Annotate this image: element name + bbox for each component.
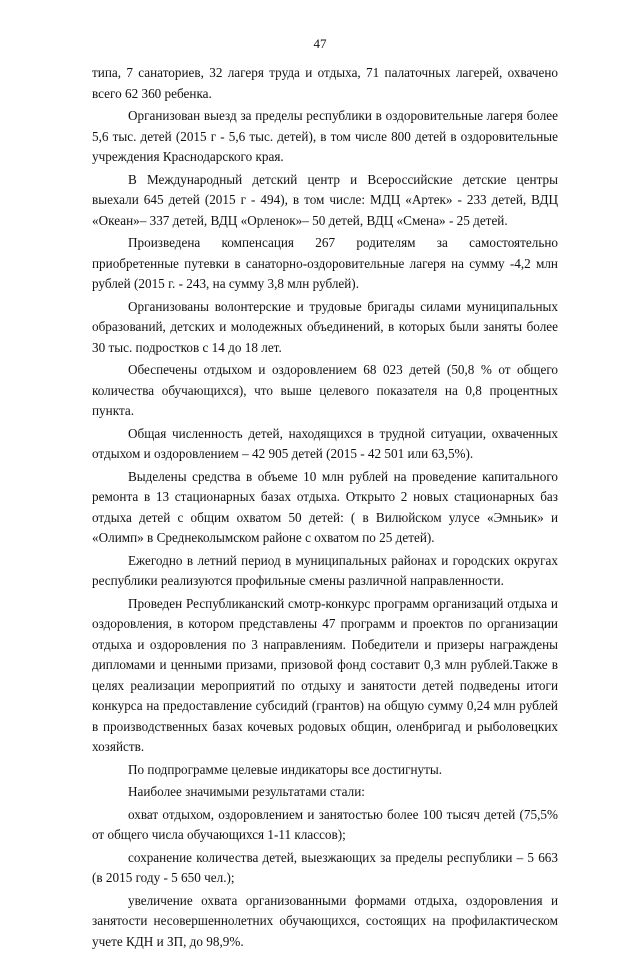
paragraph-result-outbound: сохранение количества детей, выезжающих за пределы республики – 5 663 (в 2015 году - 5 650 чел.); [92, 849, 558, 885]
paragraph-result-coverage: охват отдыхом, оздоровлением и занятостью более 100 тысяч детей (75,5% от общего числа обучающихся 1-11 классов); [92, 806, 558, 842]
paragraph-compensation: Произведена компенсация 267 родителям за самостоятельно приобретенные путевки в санаторно-оздоровительные лагеря на сумму -4,2 млн рублей (2015 г. - 243, на сумму 3,8 млн рублей). [92, 235, 558, 291]
paragraph-indicators: По подпрограмме целевые индикаторы все достигнуты. [128, 761, 443, 777]
paragraph-trips-outside: Организован выезд за пределы республики в оздоровительные лагеря более 5,6 тыс. детей (2015 г - 5,6 тыс. детей), в том числе 800 детей в оздоровительные учреждения Краснодарского края. [92, 108, 558, 164]
page-number: 47 [313, 36, 327, 51]
paragraph-coverage: Обеспечены отдыхом и оздоровлением 68 023 детей (50,8 % от общего количества обучающихся), что выше целевого показателя на 0,8 процентных пункта. [92, 362, 558, 418]
paragraph-continuation: типа, 7 санаториев, 32 лагеря труда и отдыха, 71 палаточных лагерей, охвачено всего 62 360 ребенка. [92, 65, 558, 101]
paragraph-result-kdn: увеличение охвата организованными формами отдыха, оздоровления и занятости несовершеннолетних обучающихся, состоящих на профилактическом учете КДН и ЗП, до 98,9%. [92, 892, 558, 949]
paragraph-funding: Выделены средства в объеме 10 млн рублей на проведение капитального ремонта в 13 стационарных базах отдыха. Открыто 2 новых стационарных баз отдыха детей с общим охватом 50 детей: ( в Вилюйском улусе «Эмньик» и «Олимп» в Среднеколымском районе с охватом по 25 детей). [92, 468, 558, 545]
paragraph-children-centers: В Международный детский центр и Всероссийские детские центры выехали 645 детей (2015 г - 494), в том числе: МДЦ «Артек» - 233 детей, ВДЦ «Океан»– 337 детей, ВДЦ «Орленок»– 50 детей, ВДЦ «Смена» - 25 детей. [92, 171, 558, 228]
paragraph-summer-shifts: Ежегодно в летний период в муниципальных районах и городских округах республики реализуются профильные смены различной направленности. [92, 552, 558, 588]
paragraph-difficult-situation: Общая численность детей, находящихся в трудной ситуации, охваченных отдыхом и оздоровлением – 42 905 детей (2015 - 42 501 или 63,5%). [92, 425, 558, 461]
paragraph-contest: Проведен Республиканский смотр-конкурс программ организаций отдыха и оздоровления, в котором представлены 47 программ и проектов по организации отдыха и оздоровления по 3 направлениям. Победители и призеры награждены дипломами и ценными призами, призовой фонд составит 0,3 млн рублей.Также в целях реализации мероприятий по отдыху и занятости детей подведены итоги конкурса на предоставление субсидий (грантов) на общую сумму 0,24 млн рублей в производственных базах кочевых родовых общин, оленбригад и рыболовецких хозяйств. [92, 595, 558, 754]
paragraph-results-intro: Наиболее значимыми результатами стали: [128, 784, 365, 799]
body-text [92, 63, 558, 954]
paragraph-volunteer-brigades: Организованы волонтерские и трудовые бригады силами муниципальных образований, детских и молодежных объединений, в которых были заняты более 30 тыс. подростков с 14 до 18 лет. [92, 298, 558, 355]
